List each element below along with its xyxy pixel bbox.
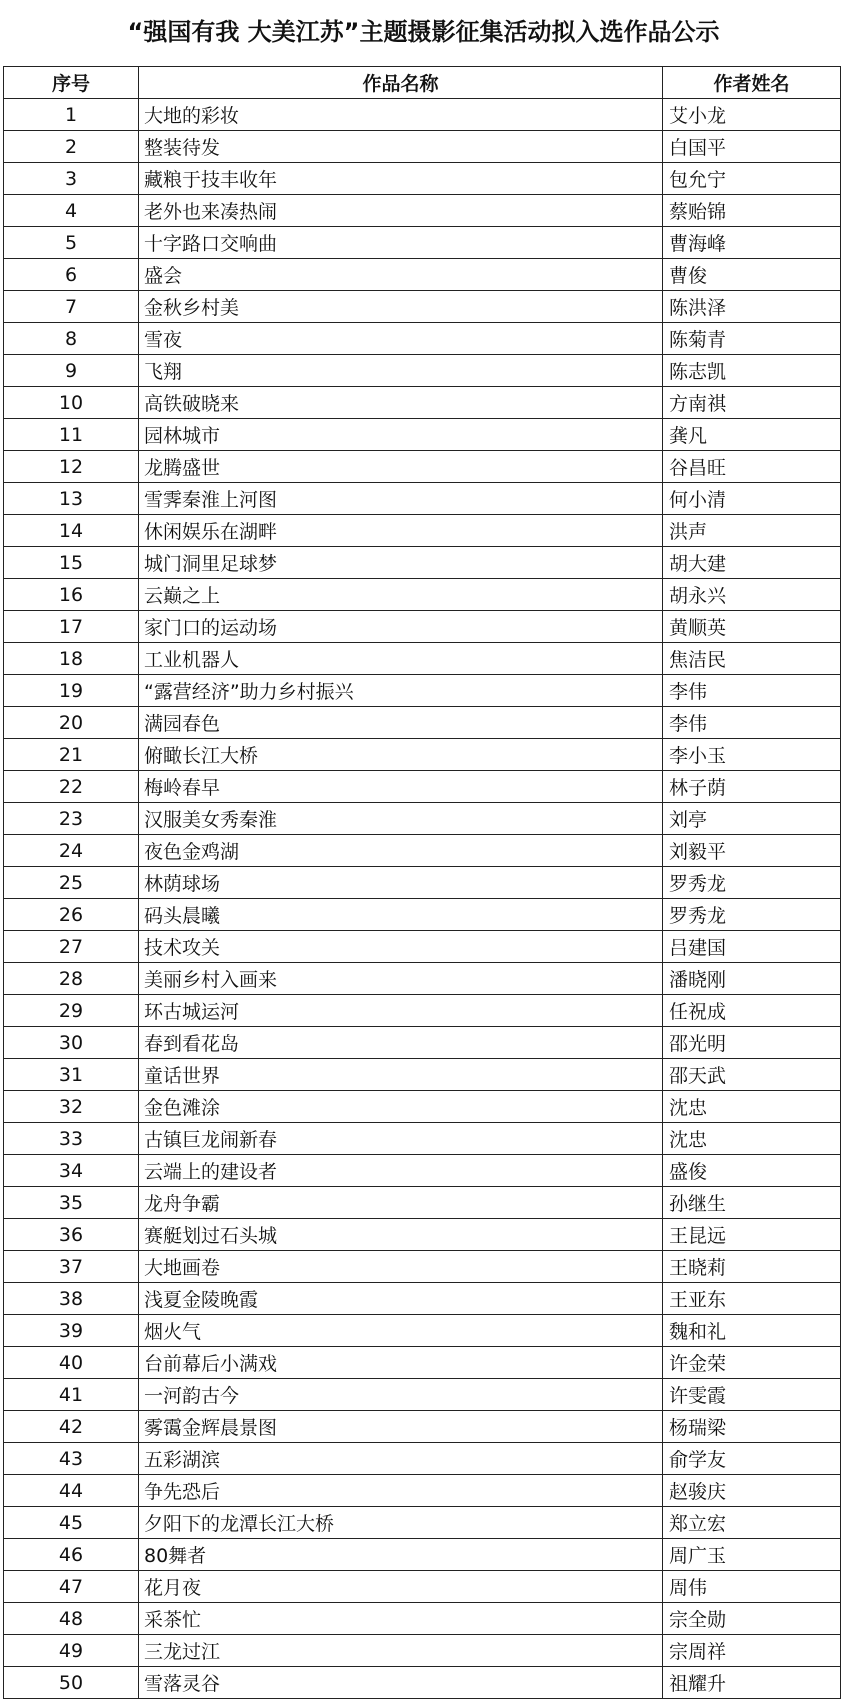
- row-number: 28: [4, 963, 139, 995]
- work-title: 花月夜: [139, 1571, 663, 1603]
- table-row: [4, 1283, 841, 1315]
- table-row: [4, 1347, 841, 1379]
- table-row: [4, 323, 841, 355]
- row-number: 4: [4, 195, 139, 227]
- row-number: 26: [4, 899, 139, 931]
- work-title: 大地画卷: [139, 1251, 663, 1283]
- author-name: 邵天武: [663, 1059, 841, 1091]
- header-row: [4, 67, 841, 99]
- header-author: 作者姓名: [663, 67, 841, 99]
- author-name: 林子荫: [663, 771, 841, 803]
- author-name: 包允宁: [663, 163, 841, 195]
- author-name: 郑立宏: [663, 1507, 841, 1539]
- table-row: [4, 1027, 841, 1059]
- row-number: 25: [4, 867, 139, 899]
- work-title: 龙舟争霸: [139, 1187, 663, 1219]
- table-row: [4, 291, 841, 323]
- work-title: 老外也来凑热闹: [139, 195, 663, 227]
- table-row: [4, 1219, 841, 1251]
- row-number: 20: [4, 707, 139, 739]
- table-row: [4, 1251, 841, 1283]
- author-name: 罗秀龙: [663, 899, 841, 931]
- row-number: 5: [4, 227, 139, 259]
- table-row: [4, 195, 841, 227]
- work-title: 环古城运河: [139, 995, 663, 1027]
- row-number: 7: [4, 291, 139, 323]
- work-title: 三龙过江: [139, 1635, 663, 1667]
- author-name: 曹俊: [663, 259, 841, 291]
- row-number: 42: [4, 1411, 139, 1443]
- author-name: 周伟: [663, 1571, 841, 1603]
- work-title: “露营经济”助力乡村振兴: [139, 675, 663, 707]
- author-name: 陈菊青: [663, 323, 841, 355]
- author-name: 许金荣: [663, 1347, 841, 1379]
- author-name: 艾小龙: [663, 99, 841, 131]
- work-title: 城门洞里足球梦: [139, 547, 663, 579]
- row-number: 35: [4, 1187, 139, 1219]
- row-number: 31: [4, 1059, 139, 1091]
- work-title: 家门口的运动场: [139, 611, 663, 643]
- row-number: 27: [4, 931, 139, 963]
- author-name: 蔡贻锦: [663, 195, 841, 227]
- work-title: 古镇巨龙闹新春: [139, 1123, 663, 1155]
- work-title: 夕阳下的龙潭长江大桥: [139, 1507, 663, 1539]
- row-number: 47: [4, 1571, 139, 1603]
- author-name: 潘晓刚: [663, 963, 841, 995]
- row-number: 21: [4, 739, 139, 771]
- table-row: [4, 1379, 841, 1411]
- row-number: 41: [4, 1379, 139, 1411]
- work-title: 满园春色: [139, 707, 663, 739]
- table-row: [4, 1475, 841, 1507]
- work-title: 园林城市: [139, 419, 663, 451]
- table-row: [4, 739, 841, 771]
- table-row: [4, 899, 841, 931]
- table-row: [4, 1603, 841, 1635]
- row-number: 1: [4, 99, 139, 131]
- row-number: 38: [4, 1283, 139, 1315]
- table-row: [4, 387, 841, 419]
- work-title: 俯瞰长江大桥: [139, 739, 663, 771]
- row-number: 29: [4, 995, 139, 1027]
- author-name: 胡大建: [663, 547, 841, 579]
- table-row: [4, 1571, 841, 1603]
- author-name: 李伟: [663, 707, 841, 739]
- row-number: 45: [4, 1507, 139, 1539]
- author-name: 方南祺: [663, 387, 841, 419]
- page-title: “强国有我 大美江苏”主题摄影征集活动拟入选作品公示: [127, 18, 720, 46]
- table-row: [4, 1315, 841, 1347]
- author-name: 黄顺英: [663, 611, 841, 643]
- table-row: [4, 963, 841, 995]
- row-number: 40: [4, 1347, 139, 1379]
- table-row: [4, 259, 841, 291]
- work-title: 飞翔: [139, 355, 663, 387]
- author-name: 白国平: [663, 131, 841, 163]
- author-name: 宗周祥: [663, 1635, 841, 1667]
- author-name: 杨瑞梁: [663, 1411, 841, 1443]
- work-title: 整装待发: [139, 131, 663, 163]
- row-number: 2: [4, 131, 139, 163]
- row-number: 14: [4, 515, 139, 547]
- work-title: 赛艇划过石头城: [139, 1219, 663, 1251]
- author-name: 何小清: [663, 483, 841, 515]
- work-title: 云端上的建设者: [139, 1155, 663, 1187]
- work-title: 80舞者: [139, 1539, 663, 1571]
- work-title: 十字路口交响曲: [139, 227, 663, 259]
- table-row: [4, 771, 841, 803]
- work-title: 金色滩涂: [139, 1091, 663, 1123]
- work-title: 浅夏金陵晚霞: [139, 1283, 663, 1315]
- work-title: 汉服美女秀秦淮: [139, 803, 663, 835]
- table-row: [4, 355, 841, 387]
- work-title: 雪夜: [139, 323, 663, 355]
- row-number: 9: [4, 355, 139, 387]
- work-title: 一河韵古今: [139, 1379, 663, 1411]
- table-row: [4, 515, 841, 547]
- work-title: 休闲娱乐在湖畔: [139, 515, 663, 547]
- author-name: 俞学友: [663, 1443, 841, 1475]
- table-row: [4, 1155, 841, 1187]
- works-table: [3, 66, 841, 1699]
- work-title: 春到看花岛: [139, 1027, 663, 1059]
- table-row: [4, 227, 841, 259]
- row-number: 13: [4, 483, 139, 515]
- author-name: 周广玉: [663, 1539, 841, 1571]
- work-title: 美丽乡村入画来: [139, 963, 663, 995]
- work-title: 雾霭金辉晨景图: [139, 1411, 663, 1443]
- table-row: [4, 1667, 841, 1699]
- work-title: 金秋乡村美: [139, 291, 663, 323]
- row-number: 24: [4, 835, 139, 867]
- work-title: 夜色金鸡湖: [139, 835, 663, 867]
- work-title: 林荫球场: [139, 867, 663, 899]
- table-row: [4, 995, 841, 1027]
- row-number: 3: [4, 163, 139, 195]
- author-name: 沈忠: [663, 1123, 841, 1155]
- row-number: 22: [4, 771, 139, 803]
- author-name: 孙继生: [663, 1187, 841, 1219]
- row-number: 50: [4, 1667, 139, 1699]
- row-number: 37: [4, 1251, 139, 1283]
- author-name: 王亚东: [663, 1283, 841, 1315]
- work-title: 五彩湖滨: [139, 1443, 663, 1475]
- table-row: [4, 451, 841, 483]
- table-row: [4, 419, 841, 451]
- table-row: [4, 483, 841, 515]
- row-number: 48: [4, 1603, 139, 1635]
- table-row: [4, 1091, 841, 1123]
- table-row: [4, 1443, 841, 1475]
- table-row: [4, 131, 841, 163]
- table-row: [4, 1059, 841, 1091]
- author-name: 洪声: [663, 515, 841, 547]
- table-row: [4, 547, 841, 579]
- author-name: 龚凡: [663, 419, 841, 451]
- row-number: 15: [4, 547, 139, 579]
- work-title: 龙腾盛世: [139, 451, 663, 483]
- row-number: 6: [4, 259, 139, 291]
- table-row: [4, 1411, 841, 1443]
- author-name: 李伟: [663, 675, 841, 707]
- work-title: 烟火气: [139, 1315, 663, 1347]
- work-title: 云巅之上: [139, 579, 663, 611]
- author-name: 赵骏庆: [663, 1475, 841, 1507]
- row-number: 49: [4, 1635, 139, 1667]
- work-title: 码头晨曦: [139, 899, 663, 931]
- row-number: 17: [4, 611, 139, 643]
- table-row: [4, 1507, 841, 1539]
- table-row: [4, 99, 841, 131]
- author-name: 李小玉: [663, 739, 841, 771]
- author-name: 胡永兴: [663, 579, 841, 611]
- author-name: 吕建国: [663, 931, 841, 963]
- work-title: 梅岭春早: [139, 771, 663, 803]
- row-number: 46: [4, 1539, 139, 1571]
- author-name: 宗全勋: [663, 1603, 841, 1635]
- author-name: 焦洁民: [663, 643, 841, 675]
- table-row: [4, 867, 841, 899]
- work-title: 争先恐后: [139, 1475, 663, 1507]
- table-row: [4, 1187, 841, 1219]
- row-number: 18: [4, 643, 139, 675]
- author-name: 陈志凯: [663, 355, 841, 387]
- row-number: 12: [4, 451, 139, 483]
- header-work-title: 作品名称: [139, 67, 663, 99]
- work-title: 雪落灵谷: [139, 1667, 663, 1699]
- author-name: 刘毅平: [663, 835, 841, 867]
- row-number: 44: [4, 1475, 139, 1507]
- work-title: 技术攻关: [139, 931, 663, 963]
- row-number: 19: [4, 675, 139, 707]
- row-number: 23: [4, 803, 139, 835]
- table-row: [4, 643, 841, 675]
- work-title: 台前幕后小满戏: [139, 1347, 663, 1379]
- author-name: 王晓莉: [663, 1251, 841, 1283]
- row-number: 16: [4, 579, 139, 611]
- author-name: 魏和礼: [663, 1315, 841, 1347]
- row-number: 32: [4, 1091, 139, 1123]
- row-number: 34: [4, 1155, 139, 1187]
- row-number: 11: [4, 419, 139, 451]
- author-name: 邵光明: [663, 1027, 841, 1059]
- header-number: 序号: [4, 67, 139, 99]
- work-title: 高铁破晓来: [139, 387, 663, 419]
- author-name: 祖耀升: [663, 1667, 841, 1699]
- row-number: 39: [4, 1315, 139, 1347]
- table-row: [4, 163, 841, 195]
- work-title: 大地的彩妆: [139, 99, 663, 131]
- author-name: 陈洪泽: [663, 291, 841, 323]
- work-title: 童话世界: [139, 1059, 663, 1091]
- work-title: 盛会: [139, 259, 663, 291]
- table-row: [4, 675, 841, 707]
- table-row: [4, 707, 841, 739]
- author-name: 沈忠: [663, 1091, 841, 1123]
- row-number: 33: [4, 1123, 139, 1155]
- table-row: [4, 1635, 841, 1667]
- author-name: 谷昌旺: [663, 451, 841, 483]
- table-row: [4, 611, 841, 643]
- row-number: 43: [4, 1443, 139, 1475]
- row-number: 36: [4, 1219, 139, 1251]
- table-row: [4, 835, 841, 867]
- work-title: 采茶忙: [139, 1603, 663, 1635]
- author-name: 许雯霞: [663, 1379, 841, 1411]
- author-name: 刘亭: [663, 803, 841, 835]
- row-number: 30: [4, 1027, 139, 1059]
- table-row: [4, 931, 841, 963]
- table-row: [4, 1539, 841, 1571]
- work-title: 工业机器人: [139, 643, 663, 675]
- author-name: 罗秀龙: [663, 867, 841, 899]
- author-name: 盛俊: [663, 1155, 841, 1187]
- author-name: 曹海峰: [663, 227, 841, 259]
- row-number: 10: [4, 387, 139, 419]
- table-row: [4, 579, 841, 611]
- work-title: 藏粮于技丰收年: [139, 163, 663, 195]
- author-name: 任祝成: [663, 995, 841, 1027]
- author-name: 王昆远: [663, 1219, 841, 1251]
- row-number: 8: [4, 323, 139, 355]
- table-row: [4, 803, 841, 835]
- table-row: [4, 1123, 841, 1155]
- work-title: 雪霁秦淮上河图: [139, 483, 663, 515]
